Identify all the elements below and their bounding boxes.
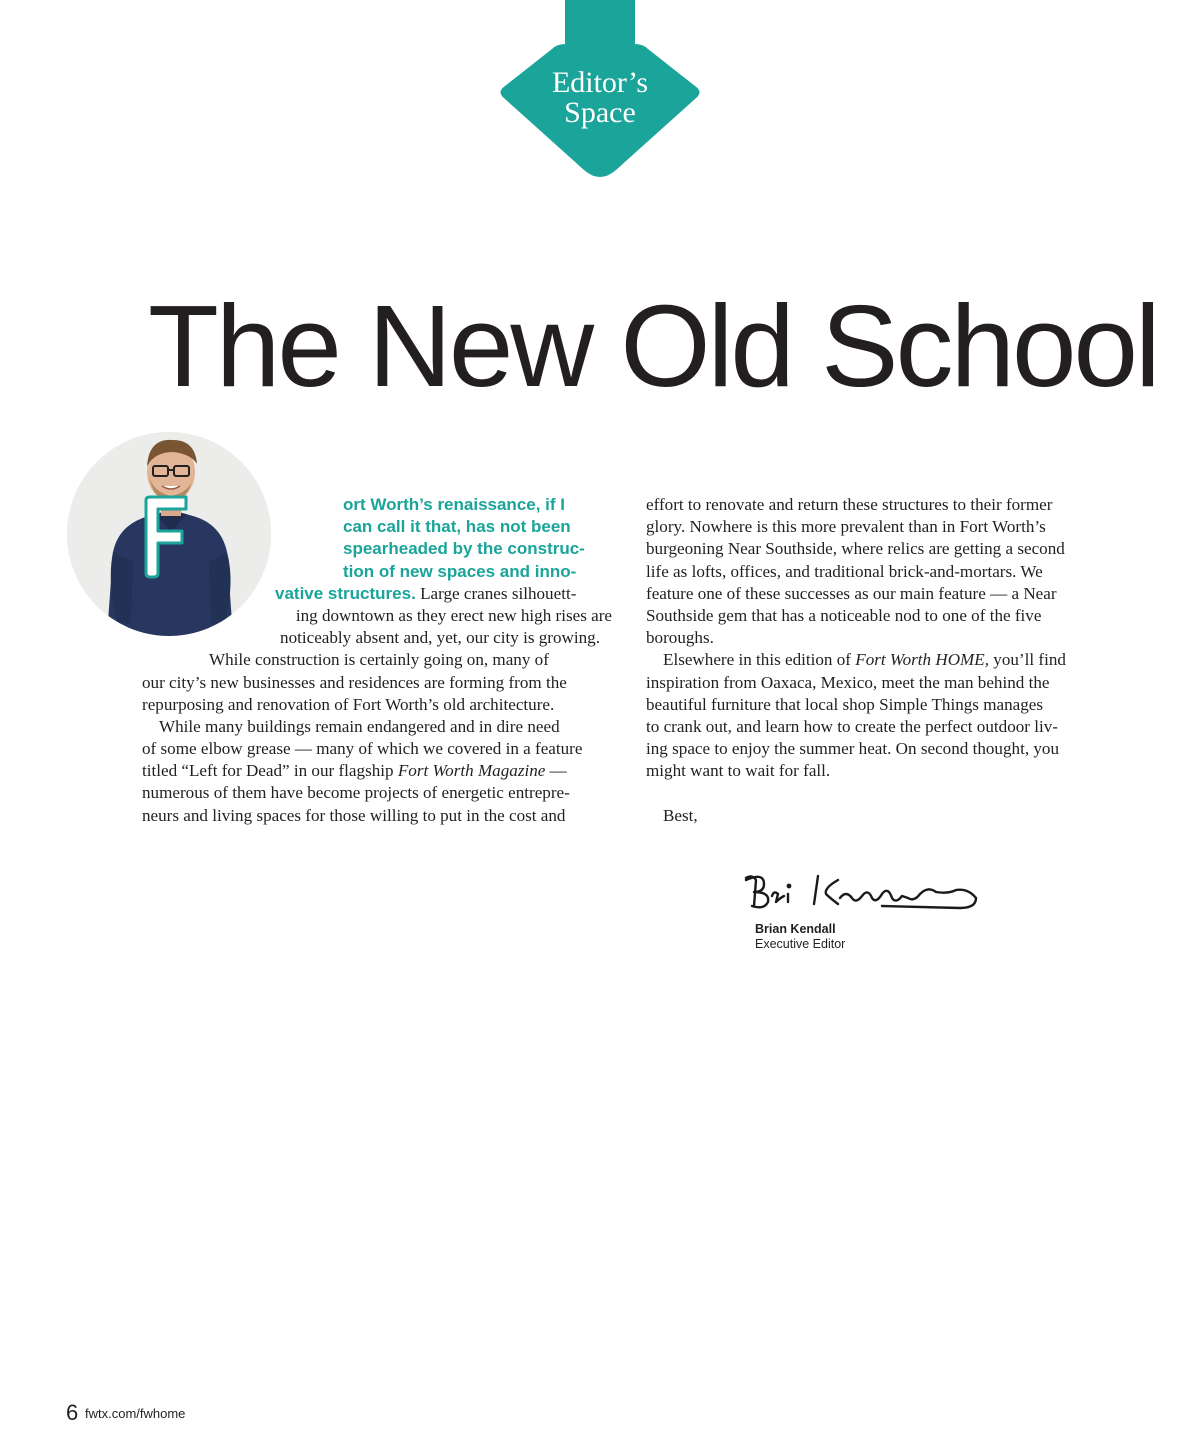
body-line: boroughs. (646, 628, 714, 648)
page-title: The New Old School (148, 281, 1158, 411)
lede-transition-line (142, 583, 612, 605)
lede-end: vative structures. (275, 583, 416, 603)
editor-name: Brian Kendall (755, 922, 836, 936)
body-line: might want to wait for fall. (646, 761, 831, 781)
body-line: of some elbow grease — many of which we covered in a feature (142, 739, 583, 759)
body-line-with-italic (142, 760, 612, 782)
signoff: Best, (663, 805, 698, 825)
article-column-left (142, 494, 612, 827)
spacer-line (646, 782, 1104, 804)
body-line: noticeably absent and, yet, our city is growing. (280, 628, 600, 648)
body-line: Southside gem that has a noticeable nod to one of the five (646, 605, 1042, 625)
body-line: inspiration from Oaxaca, Mexico, meet the man behind the (646, 672, 1050, 692)
body-line: to crank out, and learn how to create the perfect outdoor liv- (646, 716, 1058, 736)
body-line: our city’s new businesses and residences are forming from the (142, 672, 567, 692)
editor-role: Executive Editor (755, 937, 846, 951)
signature-image (742, 868, 982, 918)
body-line: life as lofts, offices, and traditional brick-and-mortars. We (646, 561, 1043, 581)
body-line: ing downtown as they erect new high rises are (295, 605, 612, 625)
publication-title: Fort Worth Magazine (397, 761, 546, 781)
body-line-with-italic (646, 649, 1104, 671)
body-line: While many buildings remain endangered and in dire need (159, 716, 560, 736)
body-line: While construction is certainly going on, many of (209, 650, 549, 670)
lede-line: can call it that, has not been (343, 517, 571, 537)
body-line: glory. Nowhere is this more prevalent than in Fort Worth’s (646, 517, 1046, 537)
body-line: feature one of these successes as our main feature — a Near (646, 583, 1057, 603)
lede-line: tion of new spaces and inno- (343, 561, 577, 581)
section-badge-label (520, 68, 680, 128)
lede-line: spearheaded by the construc- (343, 539, 585, 559)
body-line: burgeoning Near Southside, where relics are getting a second (646, 539, 1065, 559)
footer-url: fwtx.com/fwhome (85, 1406, 186, 1421)
body-line: numerous of them have become projects of energetic entrepre- (142, 783, 570, 803)
body-line: beautiful furniture that local shop Simple Things manages (646, 694, 1044, 714)
page-number: 6 (66, 1400, 79, 1425)
lede-line: ort Worth’s renaissance, if I (343, 495, 566, 514)
body-line: effort to renovate and return these structures to their former (646, 495, 1053, 514)
article-column-right (646, 494, 1104, 827)
body-line: repurposing and renovation of Fort Worth’s old architecture. (142, 694, 555, 714)
publication-title: Fort Worth HOME, (855, 650, 990, 670)
badge-line-2: Space (564, 96, 636, 129)
badge-line-1: Editor’s (551, 66, 649, 99)
body-text-run: Elsewhere in this edition of (663, 650, 856, 670)
body-line: neurs and living spaces for those willing to put in the cost and (142, 805, 566, 825)
body-text-run: — (545, 761, 567, 781)
body-text-run: you’ll find (989, 650, 1066, 670)
body-line: ing space to enjoy the summer heat. On second thought, you (646, 739, 1060, 759)
body-text-run: Large cranes silhouett- (415, 583, 577, 603)
body-text-run: titled “Left for Dead” in our flagship (142, 761, 398, 781)
